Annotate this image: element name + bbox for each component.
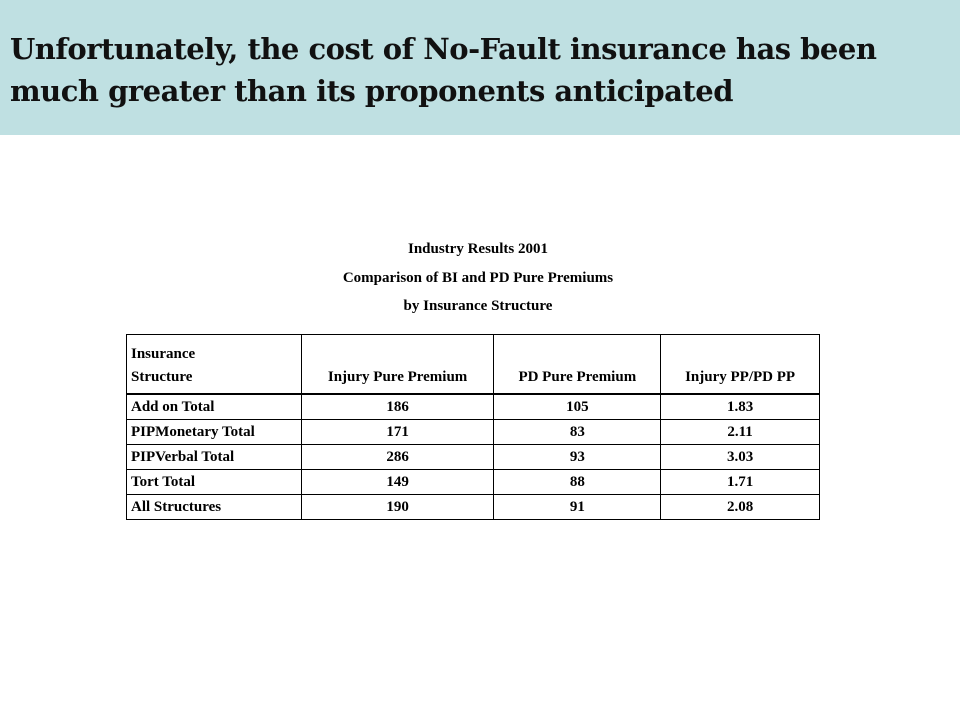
caption-line-3: by Insurance Structure (403, 298, 553, 314)
table-caption (208, 235, 748, 321)
row-pd-pp: 93 (494, 445, 661, 470)
row-ratio: 1.71 (661, 470, 820, 495)
row-ratio: 2.08 (661, 495, 820, 520)
header-injury-pure-premium: Injury Pure Premium (301, 335, 494, 395)
row-label: All Structures (127, 495, 302, 520)
row-injury-pp: 286 (301, 445, 494, 470)
row-ratio: 3.03 (661, 445, 820, 470)
header-ratio: Injury PP/PD PP (661, 335, 820, 395)
table-row (127, 420, 820, 445)
table-row (127, 445, 820, 470)
table-row (127, 495, 820, 520)
row-ratio: 1.83 (661, 394, 820, 420)
header-insurance-structure (127, 335, 302, 395)
caption-line-2: Comparison of BI and PD Pure Premiums (342, 269, 614, 286)
row-ratio: 2.11 (661, 420, 820, 445)
row-injury-pp: 171 (301, 420, 494, 445)
row-pd-pp: 88 (494, 470, 661, 495)
header-col0-line1: Insurance (131, 346, 196, 362)
title-banner (0, 0, 960, 135)
row-label: PIPMonetary Total (127, 420, 302, 445)
row-label: PIPVerbal Total (127, 445, 302, 470)
row-injury-pp: 190 (301, 495, 494, 520)
slide-title: Unfortunately, the cost of No-Fault insurance has been much greater than its proponents anticipated (10, 32, 877, 108)
table-header-row (127, 335, 820, 395)
row-label: Add on Total (127, 394, 302, 420)
row-pd-pp: 91 (494, 495, 661, 520)
row-label: Tort Total (127, 470, 302, 495)
row-injury-pp: 149 (301, 470, 494, 495)
premium-table (126, 334, 820, 520)
header-pd-pure-premium: PD Pure Premium (494, 335, 661, 395)
table-row (127, 470, 820, 495)
row-pd-pp: 83 (494, 420, 661, 445)
caption-line-1: Industry Results 2001 (407, 241, 549, 257)
row-injury-pp: 186 (301, 394, 494, 420)
header-col0-line2: Structure (131, 369, 193, 385)
table-row (127, 394, 820, 420)
row-pd-pp: 105 (494, 394, 661, 420)
